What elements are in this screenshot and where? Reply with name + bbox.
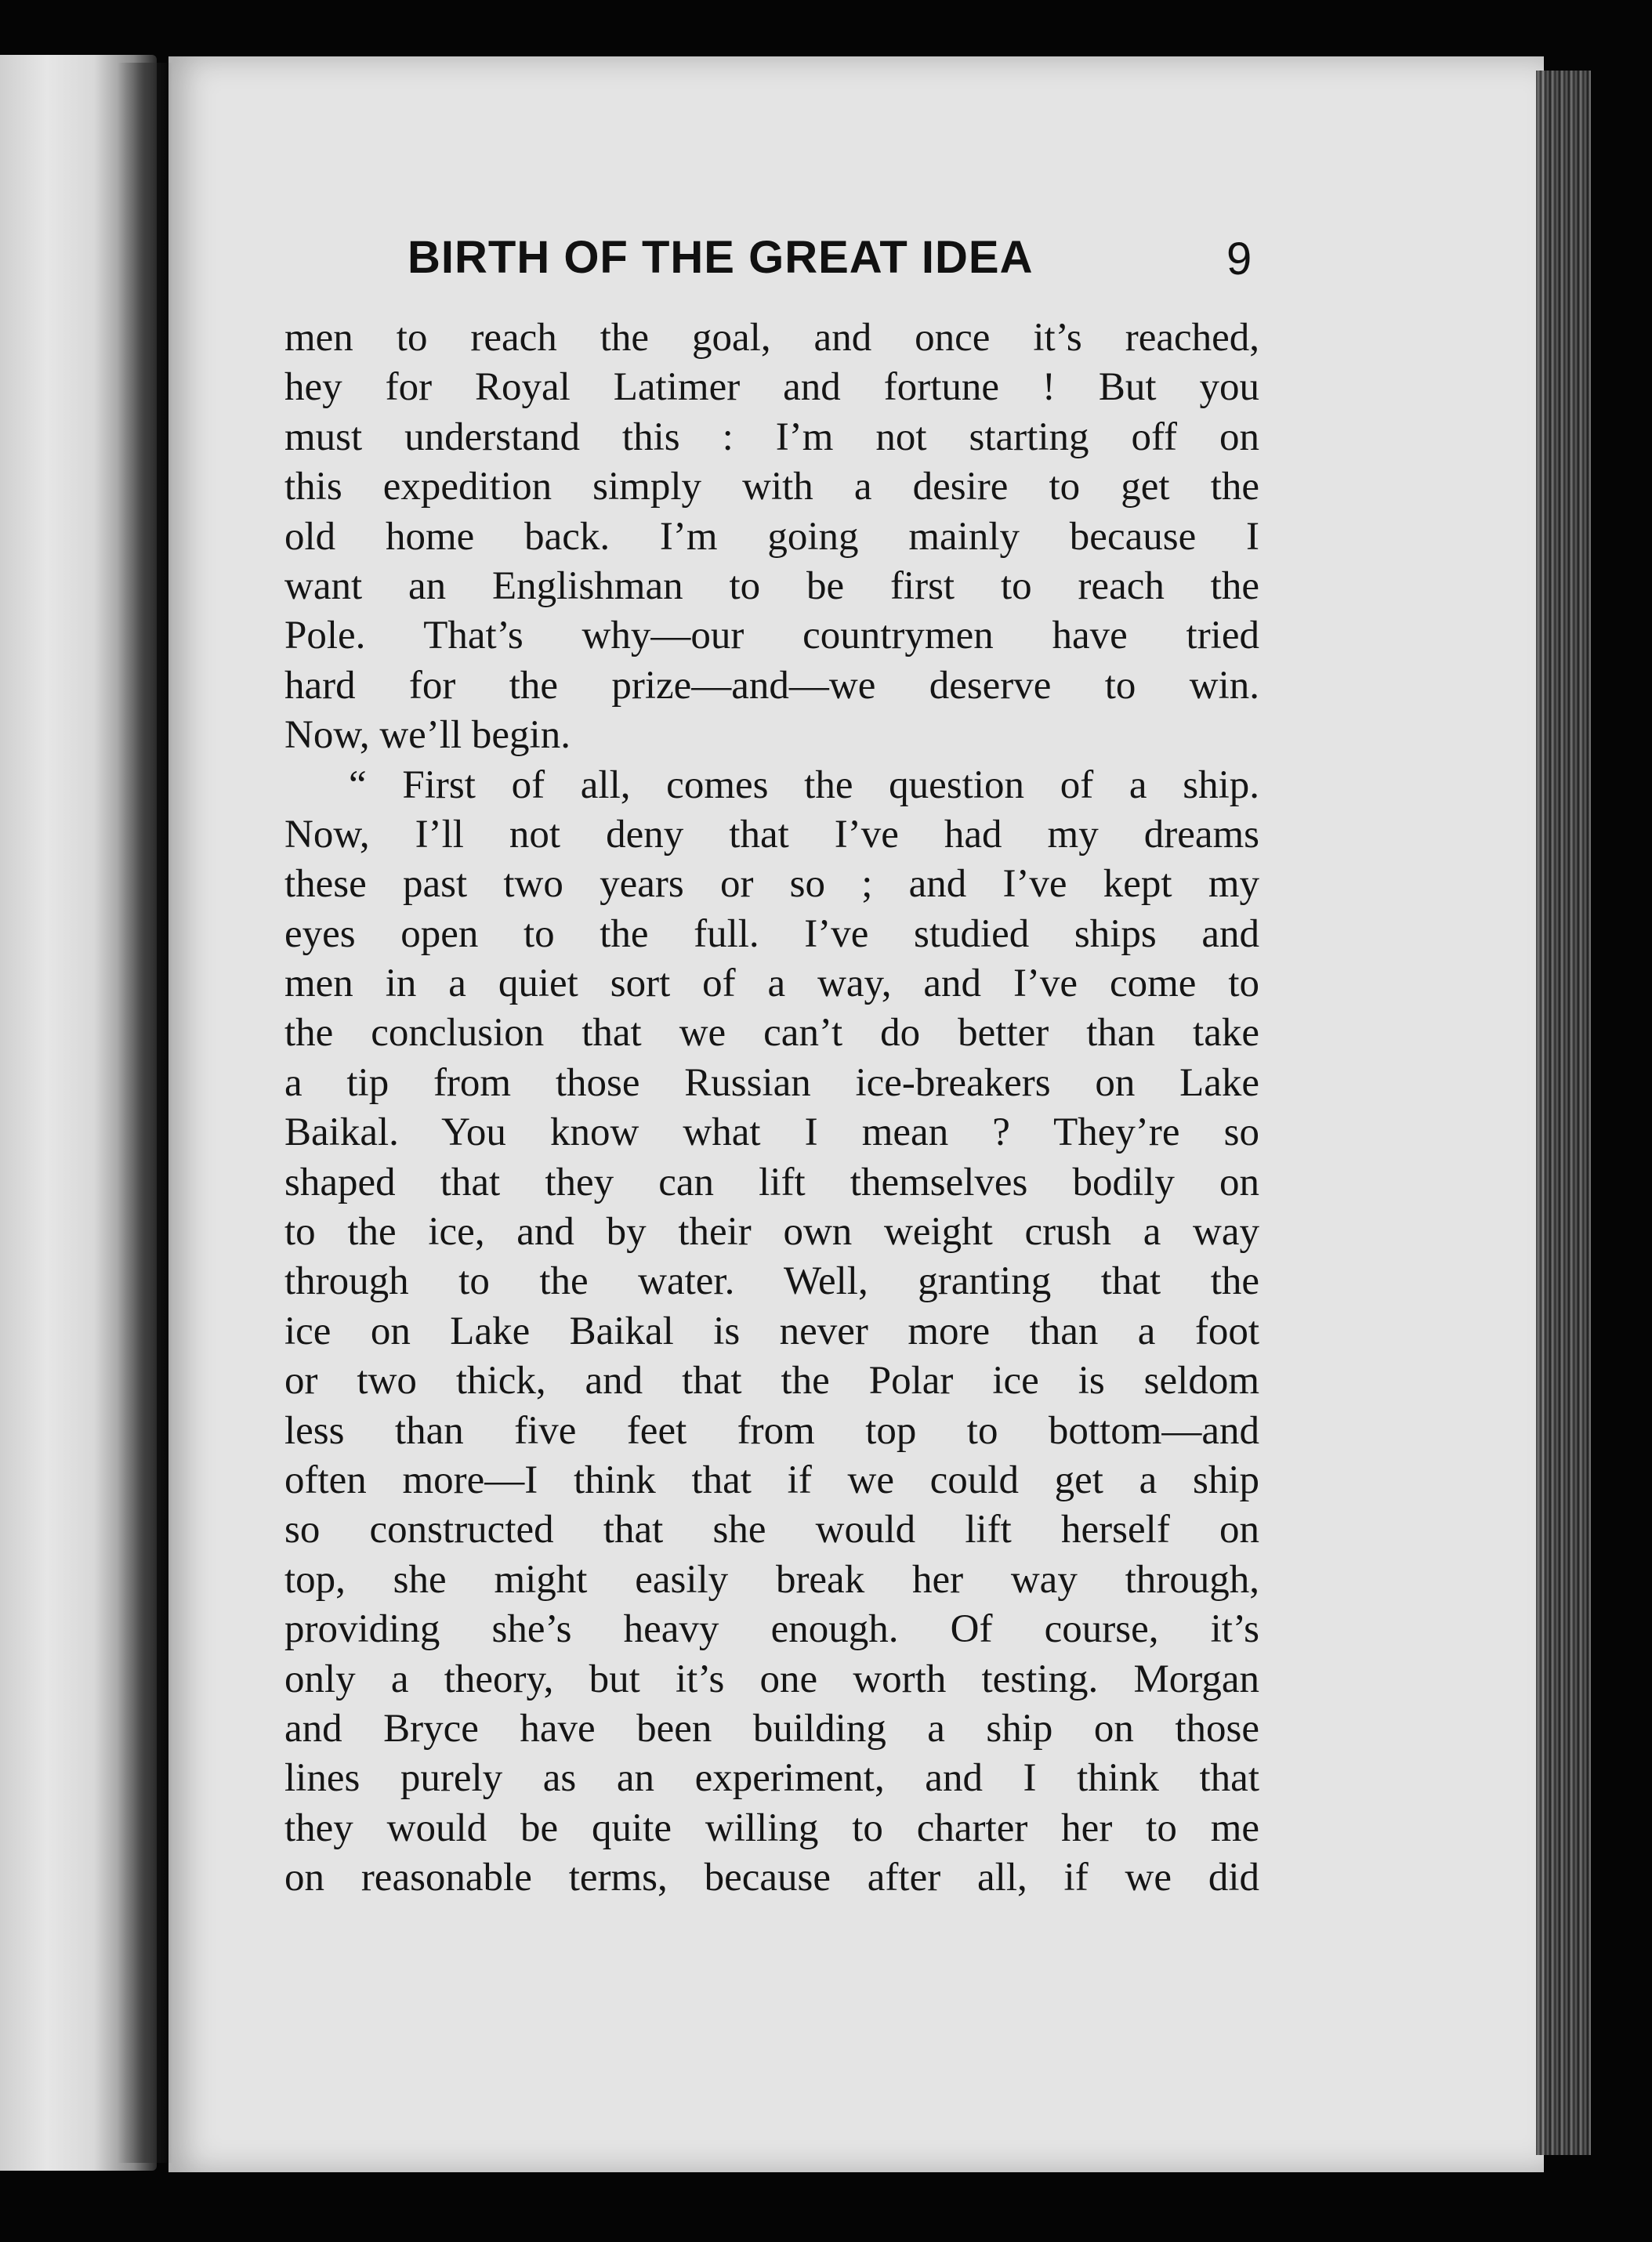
text-line: and Bryce have been building a ship on those — [284, 1706, 1259, 1751]
text-line: top, she might easily break her way through, — [284, 1557, 1259, 1602]
page-stack-edge — [1536, 71, 1591, 2155]
text-line: to the ice, and by their own weight crush a way — [284, 1210, 1259, 1255]
text-line: men in a quiet sort of a way, and I’ve come to — [284, 962, 1259, 1006]
text-line: Pole. That’s why—our countrymen have tried — [284, 614, 1259, 658]
page-number: 9 — [1226, 234, 1252, 284]
text-line: eyes open to the full. I’ve studied ships and — [284, 911, 1259, 956]
text-line: shaped that they can lift themselves bodily on — [284, 1160, 1259, 1204]
text-line: often more—I think that if we could get a ship — [284, 1458, 1259, 1502]
text-line: less than five feet from top to bottom—and — [284, 1408, 1259, 1453]
text-line: on reasonable terms, because after all, if we did — [284, 1856, 1259, 1900]
text-line: lines purely as an experiment, and I think that — [284, 1756, 1259, 1801]
text-line: old home back. I’m going mainly because I — [284, 514, 1259, 559]
text-line: Baikal. You know what I mean ? They’re so — [284, 1110, 1259, 1155]
text-line: a tip from those Russian ice-breakers on Lake — [284, 1060, 1259, 1105]
text-line: only a theory, but it’s one worth testing. Morgan — [284, 1657, 1259, 1701]
text-line: want an Englishman to be first to reach the — [284, 563, 1259, 608]
text-line: “ First of all, comes the question of a ship. — [349, 762, 1259, 807]
text-line: this expedition simply with a desire to get the — [284, 465, 1259, 509]
text-line: the conclusion that we can’t do better than take — [284, 1011, 1259, 1056]
text-line: ice on Lake Baikal is never more than a foot — [284, 1309, 1259, 1353]
body-text — [284, 313, 1259, 1903]
text-line: hard for the prize—and—we deserve to win. — [284, 663, 1259, 708]
text-line: Now, I’ll not deny that I’ve had my dreams — [284, 812, 1259, 857]
text-line: so constructed that she would lift herself on — [284, 1508, 1259, 1552]
text-line: men to reach the goal, and once it’s reached, — [284, 316, 1259, 360]
text-line: Now, we’ll begin. — [284, 713, 571, 758]
text-line: these past two years or so ; and I’ve kept my — [284, 862, 1259, 907]
text-line: hey for Royal Latimer and fortune ! But you — [284, 365, 1259, 410]
page-gutter-shadow — [118, 63, 172, 2163]
page-header — [408, 231, 1270, 286]
text-line: through to the water. Well, granting that the — [284, 1259, 1259, 1304]
text-line: providing she’s heavy enough. Of course, it’s — [284, 1607, 1259, 1652]
running-title: BIRTH OF THE GREAT IDEA — [408, 232, 1034, 283]
text-line: must understand this : I’m not starting off on — [284, 415, 1259, 459]
text-line: they would be quite willing to charter her to me — [284, 1806, 1259, 1850]
text-line: or two thick, and that the Polar ice is seldom — [284, 1359, 1259, 1404]
